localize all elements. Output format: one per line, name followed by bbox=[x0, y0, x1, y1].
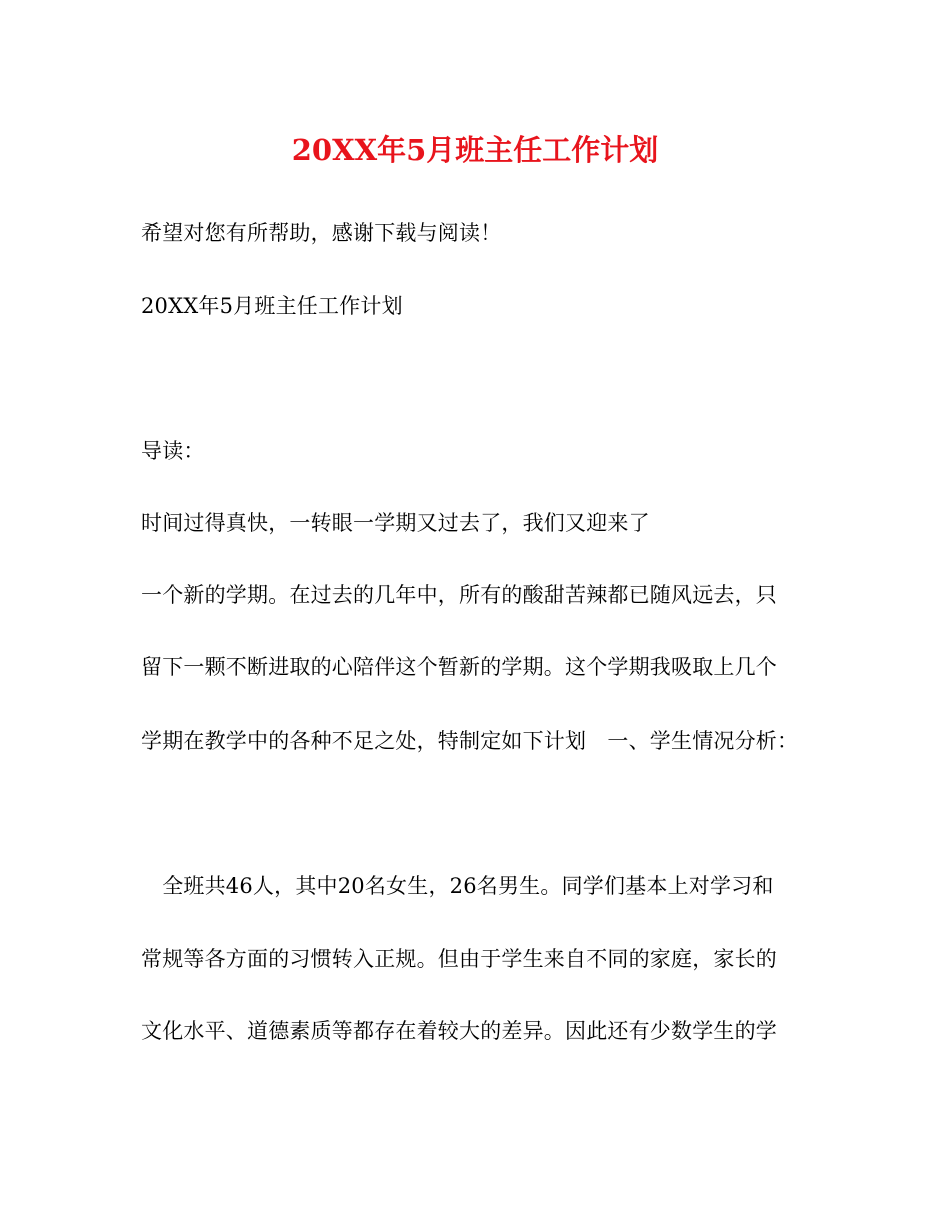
paragraph-line: 时间过得真快，一转眼一学期又过去了，我们又迎来了 bbox=[141, 511, 650, 535]
paragraph-line: 留下一颗不断进取的心陪伴这个暂新的学期。这个学期我吸取上几个 bbox=[141, 655, 777, 679]
paragraph-line: 常规等各方面的习惯转入正规。但由于学生来自不同的家庭，家长的 bbox=[141, 947, 777, 971]
subtitle-line: 20XX年5月班主任工作计划 bbox=[141, 294, 403, 318]
intro-thanks-line: 希望对您有所帮助，感谢下载与阅读！ bbox=[141, 221, 502, 245]
paragraph-line: 文化水平、道德素质等都存在着较大的差异。因此还有少数学生的学 bbox=[141, 1019, 777, 1043]
paragraph-line: 学期在教学中的各种不足之处，特制定如下计划 一、学生情况分析： bbox=[141, 729, 799, 753]
paragraph-line: 一个新的学期。在过去的几年中，所有的酸甜苦辣都已随风远去，只 bbox=[141, 583, 777, 607]
document-title: 20XX年5月班主任工作计划 bbox=[291, 133, 659, 167]
guide-heading: 导读： bbox=[141, 439, 205, 463]
paragraph-line: 全班共46人，其中20名女生，26名男生。同学们基本上对学习和 bbox=[141, 874, 774, 898]
